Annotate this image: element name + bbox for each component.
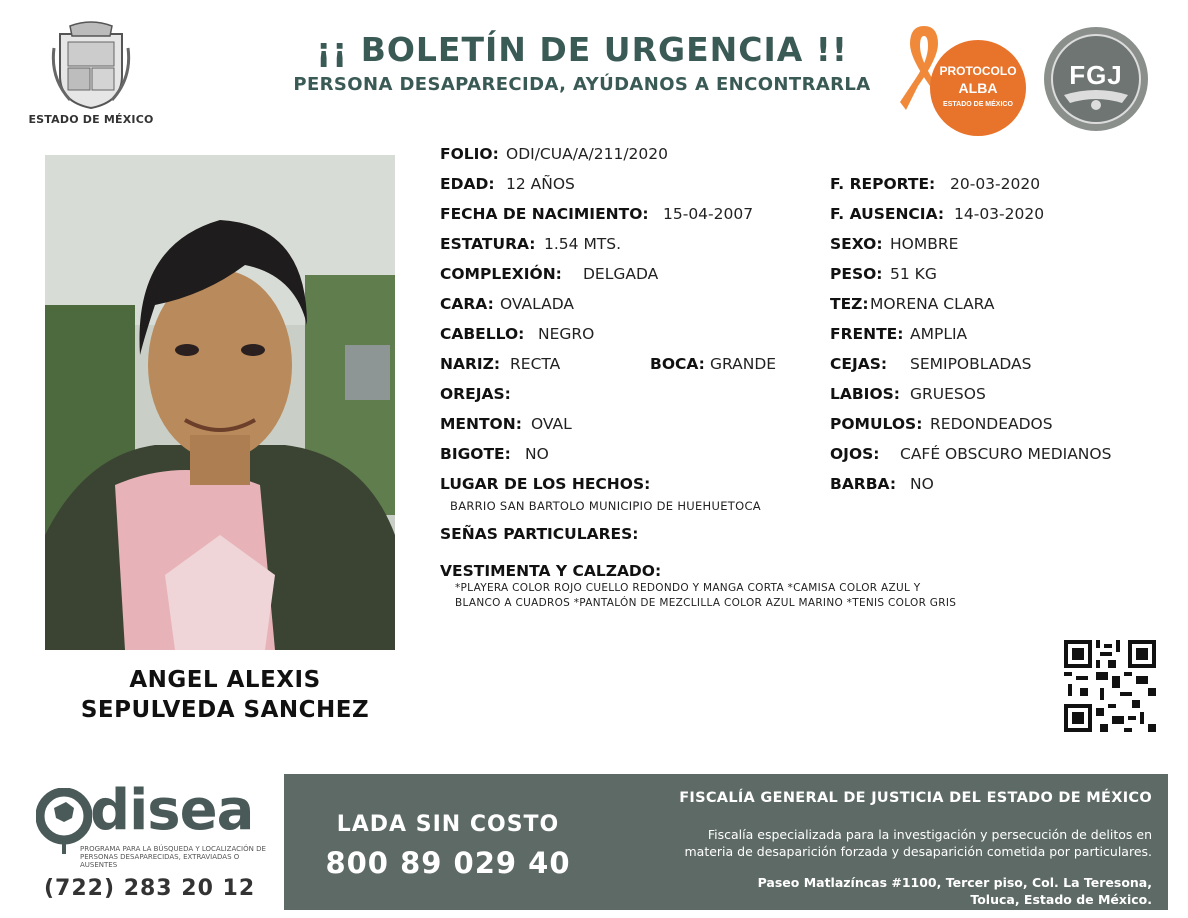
age-value: 12 AÑOS: [506, 175, 575, 193]
alba-label-protocolo: PROTOCOLO: [939, 64, 1017, 78]
nose-value: RECTA: [510, 355, 561, 373]
folio-label: FOLIO:: [440, 145, 499, 163]
weight-label: PESO:: [830, 265, 883, 283]
ears-label: OREJAS:: [440, 385, 511, 403]
fiscalia-address: [600, 874, 1152, 908]
fiscalia-description-line-2: materia de desaparición forzada y desaparición cometida por particulares.: [684, 844, 1152, 859]
location-value: BARRIO SAN BARTOLO MUNICIPIO DE HUEHUETOCA: [450, 499, 761, 513]
complexion-tone-value: MORENA CLARA: [870, 295, 995, 313]
alba-label-state: ESTADO DE MÉXICO: [943, 101, 1013, 108]
fgj-label: FGJ: [1069, 60, 1123, 90]
build-value: DELGADA: [583, 265, 659, 283]
odisea-wordmark: disea: [90, 778, 254, 843]
report-date-value: 20-03-2020: [950, 175, 1041, 193]
face-label: CARA:: [440, 295, 494, 313]
lips-value: GRUESOS: [910, 385, 986, 403]
face-value: OVALADA: [500, 295, 575, 313]
mustache-value: NO: [525, 445, 549, 463]
build-label: COMPLEXIÓN:: [440, 265, 562, 283]
fiscalia-description: [600, 826, 1152, 860]
hair-value: NEGRO: [538, 325, 595, 343]
beard-label: BARBA:: [830, 475, 897, 493]
person-name-first: ANGEL ALEXIS: [129, 667, 321, 693]
cheekbones-value: REDONDEADOS: [930, 415, 1053, 433]
height-label: ESTATURA:: [440, 235, 536, 253]
birthdate-label: FECHA DE NACIMIENTO:: [440, 205, 649, 223]
mustache-label: BIGOTE:: [440, 445, 511, 463]
hair-label: CABELLO:: [440, 325, 525, 343]
eyebrows-value: SEMIPOBLADAS: [910, 355, 1032, 373]
fiscalia-title: FISCALÍA GENERAL DE JUSTICIA DEL ESTADO DE MÉXICO: [679, 790, 1152, 806]
toll-free-label: LADA SIN COSTO: [336, 812, 560, 837]
eyes-value: CAFÉ OBSCURO MEDIANOS: [900, 445, 1112, 463]
bulletin-subtitle: PERSONA DESAPARECIDA, AYÚDANOS A ENCONTRARLA: [293, 74, 871, 95]
birthdate-value: 15-04-2007: [663, 205, 754, 223]
qr-code-icon[interactable]: [1064, 640, 1156, 732]
forehead-value: AMPLIA: [910, 325, 968, 343]
bulletin-title: ¡¡ BOLETÍN DE URGENCIA !!: [316, 30, 848, 69]
chin-value: OVAL: [531, 415, 572, 433]
alba-label-alba: ALBA: [958, 80, 998, 96]
complexion-tone-label: TEZ:: [830, 295, 869, 313]
cheekbones-label: POMULOS:: [830, 415, 923, 433]
missing-person-photo: [45, 155, 395, 650]
clothing-line-2: BLANCO A CUADROS *PANTALÓN DE MEZCLILLA COLOR AZUL MARINO *TENIS COLOR GRIS: [455, 597, 957, 609]
weight-value: 51 KG: [890, 265, 937, 283]
fiscalia-address-line-1: Paseo Matlazíncas #1100, Tercer piso, Col. La Teresona,: [757, 875, 1152, 890]
location-label: LUGAR DE LOS HECHOS:: [440, 475, 651, 493]
fiscalia-description-line-1: Fiscalía especializada para la investigación y persecución de delitos en: [707, 827, 1152, 842]
clothing-label: VESTIMENTA Y CALZADO:: [440, 562, 662, 580]
eyes-label: OJOS:: [830, 445, 880, 463]
sex-label: SEXO:: [830, 235, 883, 253]
report-date-label: F. REPORTE:: [830, 175, 936, 193]
nose-label: NARIZ:: [440, 355, 501, 373]
height-value: 1.54 MTS.: [544, 235, 622, 253]
distinguishing-marks-label: SEÑAS PARTICULARES:: [440, 525, 639, 543]
folio-value: ODI/CUA/A/211/2020: [506, 145, 669, 163]
clothing-line-1: *PLAYERA COLOR ROJO CUELLO REDONDO Y MANGA CORTA *CAMISA COLOR AZUL Y: [455, 582, 921, 594]
age-label: EDAD:: [440, 175, 495, 193]
mouth-label: BOCA:: [650, 355, 705, 373]
state-coat-of-arms-icon: [50, 18, 132, 110]
forehead-label: FRENTE:: [830, 325, 904, 343]
chin-label: MENTON:: [440, 415, 522, 433]
sex-value: HOMBRE: [890, 235, 959, 253]
state-name: ESTADO DE MÉXICO: [28, 113, 154, 126]
toll-free-number[interactable]: 800 89 029 40: [325, 846, 571, 880]
eyebrows-label: CEJAS:: [830, 355, 888, 373]
mouth-value: GRANDE: [710, 355, 777, 373]
absence-date-value: 14-03-2020: [954, 205, 1045, 223]
fiscalia-address-line-2: Toluca, Estado de México.: [970, 892, 1152, 907]
lips-label: LABIOS:: [830, 385, 900, 403]
absence-date-label: F. AUSENCIA:: [830, 205, 945, 223]
odisea-phone[interactable]: (722) 283 20 12: [44, 876, 256, 901]
person-name-last: SEPULVEDA SANCHEZ: [80, 697, 370, 723]
odisea-description: PROGRAMA PARA LA BÚSQUEDA Y LOCALIZACIÓN DE PERSONAS DESAPARECIDAS, EXTRAVIADAS O AUSENTES: [80, 845, 266, 869]
beard-value: NO: [910, 475, 934, 493]
